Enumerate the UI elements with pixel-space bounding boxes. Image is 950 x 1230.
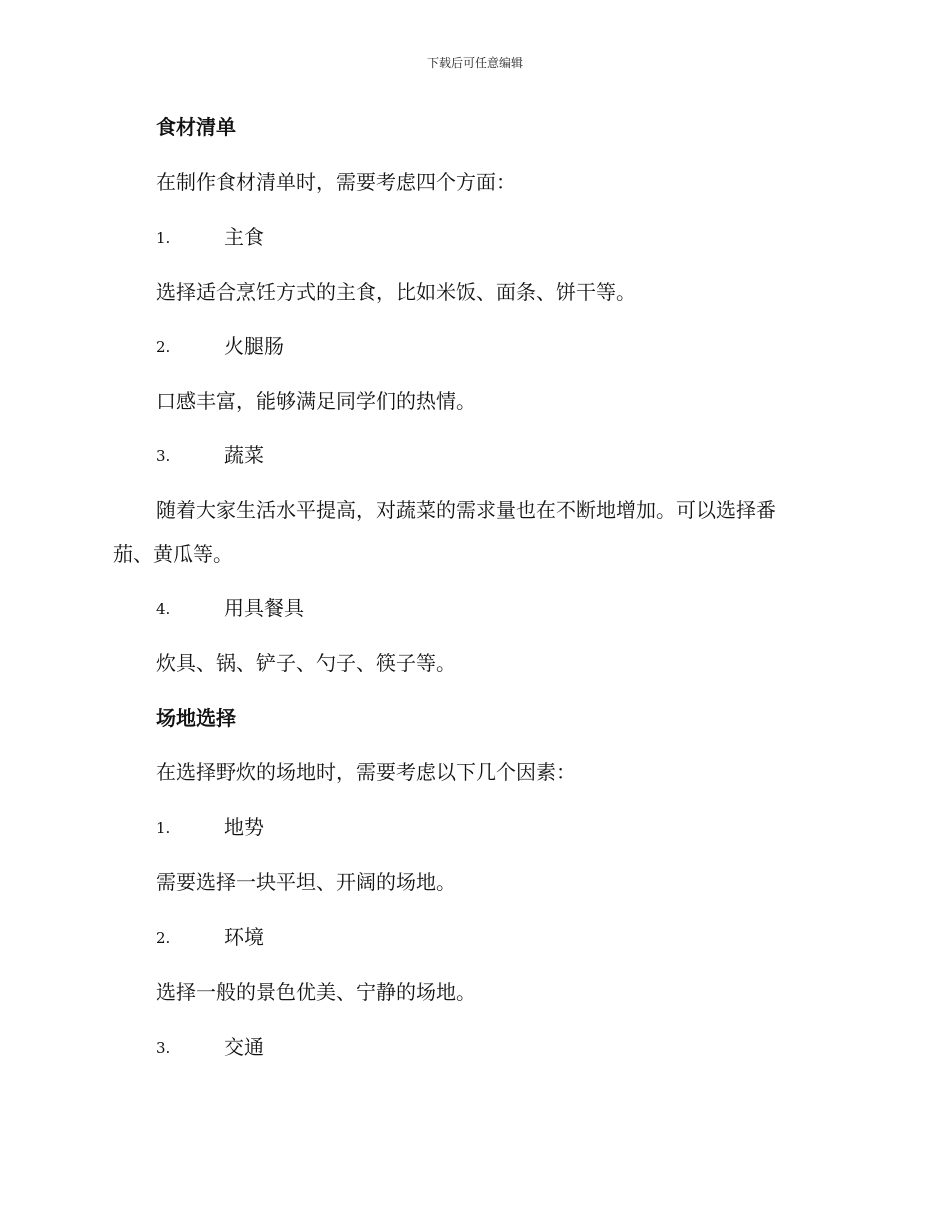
- item-description: 选择一般的景色优美、宁静的场地。: [156, 980, 476, 1004]
- item-label: 蔬菜: [224, 443, 264, 467]
- item-description-line2: 茄、黄瓜等。: [113, 542, 233, 566]
- item-number: 3.: [156, 1039, 171, 1057]
- item-label: 用具餐具: [224, 596, 304, 620]
- item-number: 2.: [156, 338, 171, 356]
- section-heading-ingredients: 食材清单: [156, 115, 236, 139]
- item-label: 交通: [224, 1035, 264, 1059]
- section-heading-venue: 场地选择: [156, 706, 236, 730]
- item-label: 地势: [224, 815, 264, 839]
- item-description-line1: 随着大家生活水平提高，对蔬菜的需求量也在不断地增加。可以选择番: [156, 498, 776, 522]
- page-header: 下载后可任意编辑: [426, 56, 523, 70]
- item-description: 选择适合烹饪方式的主食，比如米饭、面条、饼干等。: [156, 280, 636, 304]
- item-number: 4.: [156, 600, 171, 618]
- item-number: 1.: [156, 229, 171, 247]
- section-intro: 在选择野炊的场地时，需要考虑以下几个因素：: [156, 760, 576, 784]
- item-description: 需要选择一块平坦、开阔的场地。: [156, 870, 456, 894]
- item-description: 炊具、锅、铲子、勺子、筷子等。: [156, 651, 456, 675]
- section-intro: 在制作食材清单时，需要考虑四个方面：: [156, 170, 516, 194]
- item-label: 火腿肠: [224, 334, 284, 358]
- item-label: 主食: [224, 225, 264, 249]
- item-number: 3.: [156, 447, 171, 465]
- item-description: 口感丰富，能够满足同学们的热情。: [156, 389, 476, 413]
- item-number: 1.: [156, 819, 171, 837]
- item-label: 环境: [224, 925, 264, 949]
- item-number: 2.: [156, 929, 171, 947]
